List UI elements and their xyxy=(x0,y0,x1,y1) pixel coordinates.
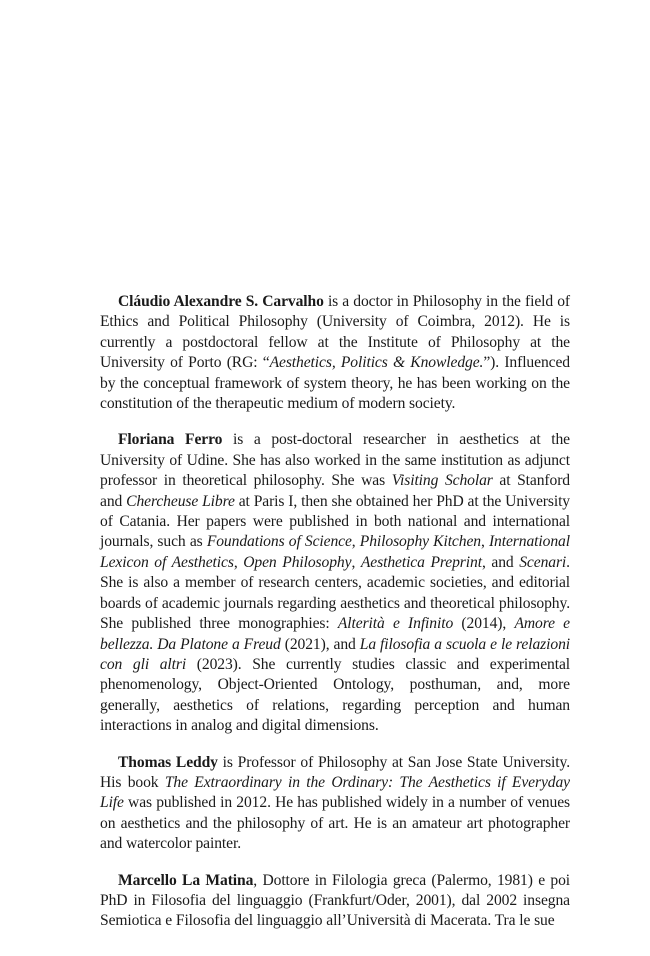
book-title: Amore e bellezza. Da Platone a Freud xyxy=(100,615,571,653)
bio-text: , xyxy=(480,533,489,551)
bio-text: , xyxy=(233,553,244,571)
bio-text: ”). Influenced by the conceptual framework of system theory, he has been working on the constitution of the therapeutic medium of modern society. xyxy=(100,354,570,413)
book-title: Alterità e Infinito xyxy=(337,615,454,633)
book-title: The Extraordinary in the Ordinary: The Aesthetics if Everyday Life xyxy=(100,773,571,812)
bio-text: (2021), and xyxy=(280,635,360,653)
bio-text: is a post-doctoral researcher in aesthetics at the University of Udine. She has also worked in the same institution as adjunct professor in theoretical philosophy. She was xyxy=(100,431,570,490)
bio-text: , xyxy=(351,553,361,571)
research-group-title: Aesthetics, Politics & Knowledge. xyxy=(269,354,484,372)
journal-title: Philosophy Kitchen xyxy=(359,533,481,551)
contributor-name: Floriana Ferro xyxy=(118,431,223,449)
bio-text: , Dottore in Filologia greca (Palermo, 1981) e poi PhD in Filosofia del linguaggio (Frankfurt/Oder, 2001), dal 2002 insegna Semiotica e Filosofia del linguaggio all’Università di Macerata. Tra le sue xyxy=(100,871,570,930)
italic-term: Chercheuse Libre xyxy=(126,492,235,510)
contributor-name: Marcello La Matina xyxy=(118,871,254,889)
journal-title: Scenari xyxy=(519,553,567,571)
bio-paragraph-la-matina xyxy=(100,871,570,932)
bio-text: was published in 2012. He has published widely in a number of venues on aesthetics and the philosophy of art. He is an amateur art photographer and watercolor painter. xyxy=(100,794,570,853)
bio-paragraph-leddy xyxy=(100,753,570,855)
italic-term: Visiting Scholar xyxy=(391,472,493,490)
journal-title: Open Philosophy xyxy=(243,553,352,571)
bio-text: is a doctor in Philosophy in the field of Ethics and Political Philosophy (University of Coimbra, 2012). He is currently a postdoctoral fellow at the Institute of Philosophy at the University of Porto (RG: “ xyxy=(100,293,570,372)
bio-text: . She is also a member of research centers, academic societies, and editorial boards of academic journals regarding aesthetics and theoretical philosophy. She published three monographies: xyxy=(100,553,570,633)
bio-text: , xyxy=(351,533,360,551)
contributor-name: Thomas Leddy xyxy=(118,753,218,771)
journal-title: Foundations of Science xyxy=(206,533,352,551)
journal-title: Aesthetica Preprint xyxy=(360,553,482,571)
book-title: La filosofia a scuola e le relazioni con gli altri xyxy=(100,635,570,673)
bio-text: (2023). She currently studies classic and experimental phenomenology, Object-Oriented Ontology, posthuman, and, more generally, aesthetics of relations, regarding perception and human interactions in analog and digital dimensions. xyxy=(100,655,570,735)
bio-text: (2014), xyxy=(453,615,515,633)
contributor-name: Cláudio Alexandre S. Carvalho xyxy=(118,293,324,310)
bio-paragraph-carvalho xyxy=(100,292,570,414)
bio-text: , and xyxy=(481,553,520,571)
bio-text: at Stanford and xyxy=(100,472,571,510)
bio-text: is Professor of Philosophy at San Jose State University. His book xyxy=(100,753,570,791)
bio-text: at Paris I, then she obtained her PhD at the University of Catania. Her papers were published in both national and international journals, such as xyxy=(100,492,571,551)
bio-paragraph-ferro xyxy=(100,430,570,736)
contributors-notes xyxy=(100,292,570,932)
journal-title: International Lexicon of Aesthetics xyxy=(100,533,570,571)
